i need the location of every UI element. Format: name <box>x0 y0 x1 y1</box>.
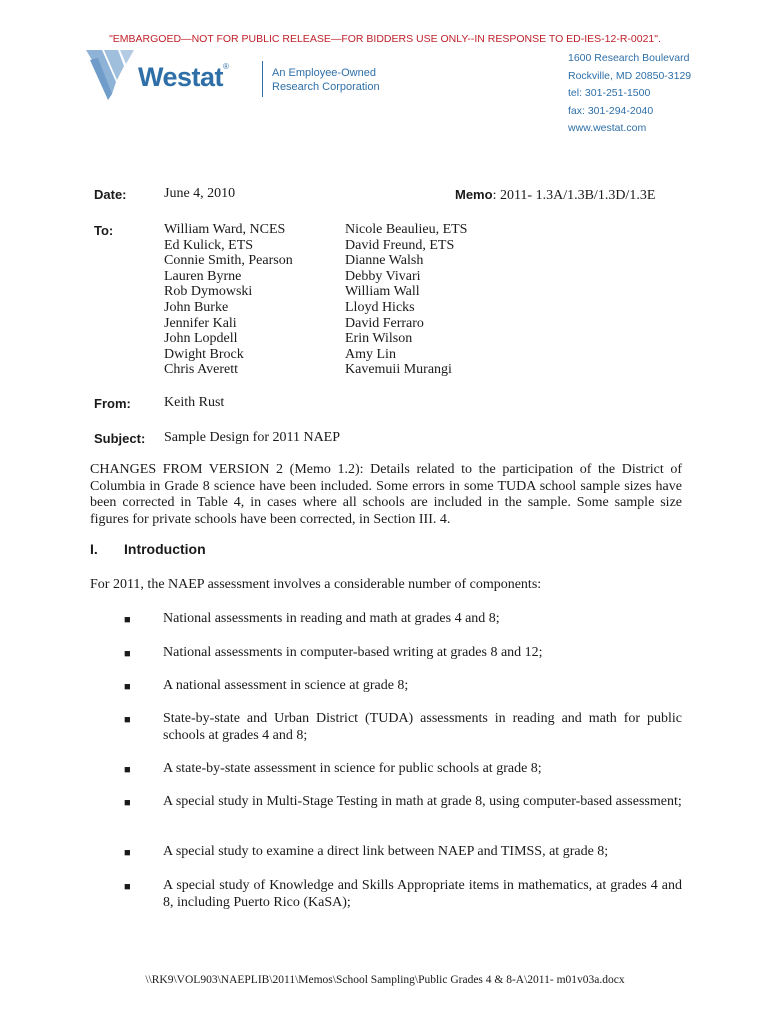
date-label: Date: <box>94 187 127 202</box>
section-number: I. <box>90 541 98 557</box>
bullet-icon: ■ <box>124 797 131 809</box>
tagline-line-2: Research Corporation <box>272 81 380 93</box>
recipient: William Wall <box>345 284 420 300</box>
recipient: William Ward, NCES <box>164 222 286 237</box>
intro-paragraph: For 2011, the NAEP assessment involves a considerable number of components: <box>90 577 542 592</box>
to-label: To: <box>94 223 114 238</box>
section-title: Introduction <box>124 541 206 557</box>
recipient: Connie Smith, Pearson <box>164 253 293 269</box>
bullet-item: National assessments in reading and math at grades 4 and 8; <box>163 611 500 626</box>
bullet-item: A special study in Multi-Stage Testing in math at grade 8, using computer-based assessment; <box>163 794 682 809</box>
from-label: From: <box>94 396 131 411</box>
recipients-column-1 <box>164 222 293 378</box>
subject-label: Subject: <box>94 431 146 446</box>
memo-label: Memo <box>455 187 493 202</box>
recipient: Dianne Walsh <box>345 253 424 269</box>
recipient: John Lopdell <box>164 331 238 347</box>
westat-logo-text <box>138 62 228 93</box>
bullet-icon: ■ <box>124 648 131 660</box>
memo-value: : 2011- 1.3A/1.3B/1.3D/1.3E <box>492 188 656 203</box>
memo-number <box>455 186 655 204</box>
address-city: Rockville, MD 20850-3129 <box>568 69 692 82</box>
recipient: Erin Wilson <box>345 331 413 347</box>
recipients-column-2 <box>345 222 467 378</box>
logo-word: Westat <box>138 62 224 92</box>
bullet-icon: ■ <box>124 681 131 693</box>
bullet-icon: ■ <box>124 614 131 626</box>
bullet-item: National assessments in computer-based writing at grades 8 and 12; <box>163 645 543 660</box>
tagline-line-1: An Employee-Owned <box>272 67 376 79</box>
address-block <box>568 50 691 138</box>
recipient: David Freund, ETS <box>345 237 455 253</box>
recipient: Chris Averett <box>164 362 239 378</box>
date-value: June 4, 2010 <box>164 186 236 201</box>
recipient: Debby Vivari <box>345 268 421 284</box>
recipient: Lloyd Hicks <box>345 299 415 315</box>
bullet-item: A national assessment in science at grade 8; <box>163 678 409 693</box>
logo-divider <box>262 61 263 97</box>
registered-mark: ® <box>223 62 229 71</box>
address-tel: tel: 301-251-1500 <box>568 87 651 99</box>
recipient: David Ferraro <box>345 315 424 331</box>
westat-logo-icon <box>86 50 146 100</box>
bullet-item: A special study to examine a direct link between NAEP and TIMSS, at grade 8; <box>163 844 609 859</box>
recipient: Kavemuii Murangi <box>345 362 452 378</box>
bullet-icon: ■ <box>124 881 131 893</box>
from-value: Keith Rust <box>164 395 225 410</box>
bullet-item: A special study of Knowledge and Skills Appropriate items in mathematics, at grades 4 and 8, including Puerto Rico (KaSA); <box>163 878 682 910</box>
bullet-icon: ■ <box>124 847 131 859</box>
bullet-icon: ■ <box>124 764 131 776</box>
recipient: Nicole Beaulieu, ETS <box>345 222 468 237</box>
embargo-notice: "EMBARGOED—NOT FOR PUBLIC RELEASE—FOR BIDDERS USE ONLY--IN RESPONSE TO ED-IES-12-R-0021". <box>109 33 661 45</box>
subject-value: Sample Design for 2011 NAEP <box>164 430 341 445</box>
recipient: Amy Lin <box>345 346 396 362</box>
address-website[interactable]: www.westat.com <box>568 122 647 134</box>
bullet-icon: ■ <box>124 714 131 726</box>
address-street: 1600 Research Boulevard <box>568 52 690 64</box>
tagline <box>272 66 380 94</box>
recipient: Jennifer Kali <box>164 315 237 331</box>
changes-paragraph: CHANGES FROM VERSION 2 (Memo 1.2): Details related to the participation of the District of Columbia in Grade 8 science have been included. Some errors in some TUDA school sample sizes have been corrected in Table 4, in cases where all schools are included in the sample. Some sample size figures for private schools have been corrected, in Section III. 4. <box>90 462 682 527</box>
recipient: Ed Kulick, ETS <box>164 237 254 253</box>
bullet-item: A state-by-state assessment in science for public schools at grade 8; <box>163 761 542 776</box>
address-fax: fax: 301-294-2040 <box>568 104 654 117</box>
recipient: John Burke <box>164 299 229 315</box>
recipient: Rob Dymowski <box>164 284 253 300</box>
footer-file-path: \\RK9\VOL903\NAEPLIB\2011\Memos\School Sampling\Public Grades 4 & 8-A\2011- m01v03a.docx <box>145 974 625 986</box>
bullet-item: State-by-state and Urban District (TUDA) assessments in reading and math for public schools at grades 4 and 8; <box>163 711 682 743</box>
recipient: Lauren Byrne <box>164 268 242 284</box>
recipient: Dwight Brock <box>164 346 244 362</box>
